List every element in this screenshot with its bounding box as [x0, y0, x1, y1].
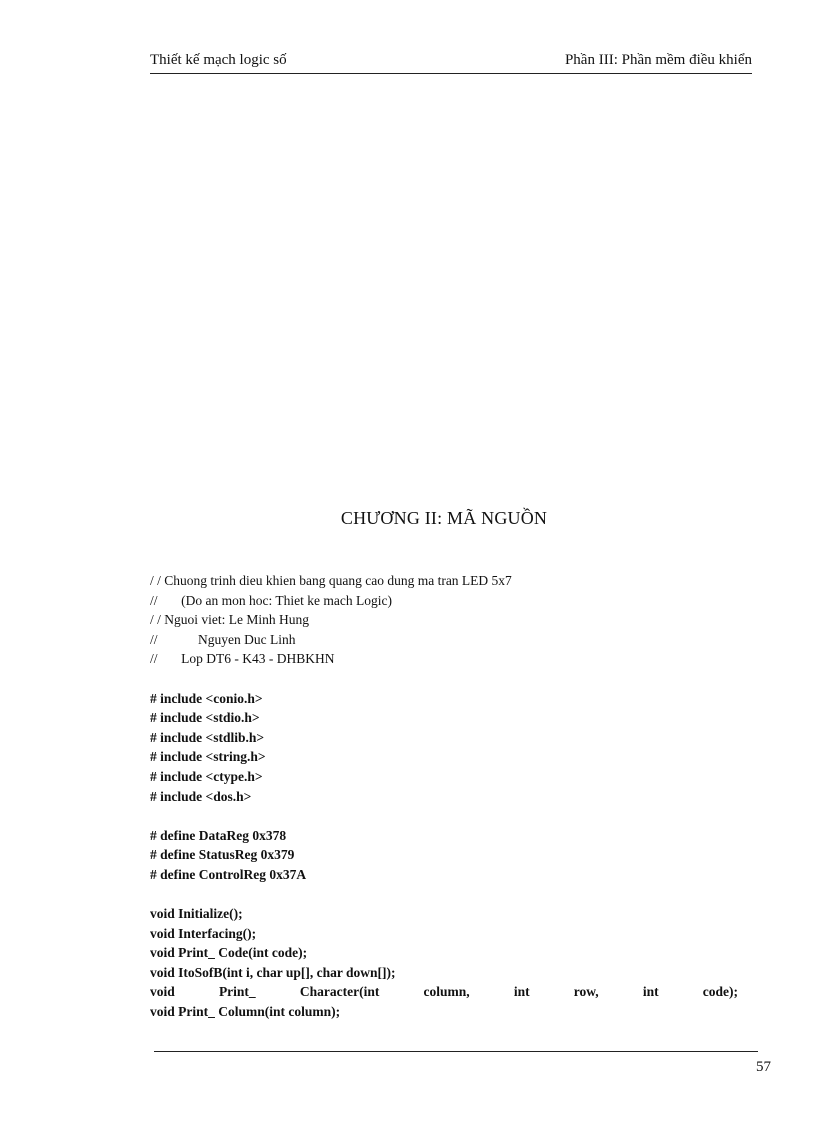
code-token: row, — [573, 984, 599, 1000]
code-token: column, — [423, 984, 470, 1000]
prototype-line: void ItoSofB(int i, char up[], char down[]); — [150, 964, 396, 980]
code-token: int — [642, 984, 659, 1000]
include-line: # include <ctype.h> — [150, 768, 263, 784]
header-book-title: Thiết kế mạch logic số — [150, 52, 287, 68]
include-line: # include <conio.h> — [150, 690, 263, 706]
page-number: 57 — [756, 1059, 771, 1075]
code-token: int — [513, 984, 530, 1000]
code-token: void — [150, 984, 175, 1000]
blank-line — [150, 806, 738, 826]
blank-line — [150, 885, 738, 905]
prototype-line: void Initialize(); — [150, 906, 243, 922]
chapter-title: CHƯƠNG II: MÃ NGUỒN — [340, 508, 548, 528]
include-line: # include <stdlib.h> — [150, 729, 265, 745]
footer-divider — [154, 1051, 758, 1052]
prototype-line: void Print_ Column(int column); — [150, 1004, 341, 1020]
code-token: Print_ — [218, 984, 256, 1000]
include-line: # include <string.h> — [150, 749, 266, 765]
include-line: # include <stdio.h> — [150, 710, 260, 726]
comment-line: / / Chuong trinh dieu khien bang quang cao dung ma tran LED 5x7 — [150, 573, 512, 588]
code-token: Character(int — [299, 984, 380, 1000]
define-line: # define DataReg 0x378 — [150, 827, 287, 843]
source-code-block — [150, 571, 738, 1022]
comment-line: / / Nguoi viet: Le Minh Hung — [150, 612, 309, 628]
prototype-line: void Interfacing(); — [150, 925, 257, 941]
prototype-line-justified — [150, 982, 738, 1002]
include-line: # include <dos.h> — [150, 788, 252, 804]
prototype-line: void Print_ Code(int code); — [150, 945, 308, 961]
define-line: # define ControlReg 0x37A — [150, 866, 307, 882]
blank-line — [150, 669, 738, 689]
header-section-title: Phần III: Phần mềm điều khiển — [564, 52, 752, 68]
comment-line: // Lop DT6 - K43 - DHBKHN — [150, 651, 335, 667]
comment-line: // Nguyen Duc Linh — [150, 631, 296, 647]
define-line: # define StatusReg 0x379 — [150, 847, 295, 863]
comment-line: // (Do an mon hoc: Thiet ke mach Logic) — [150, 592, 392, 608]
code-token: code); — [702, 984, 738, 1000]
page-header — [150, 52, 752, 74]
